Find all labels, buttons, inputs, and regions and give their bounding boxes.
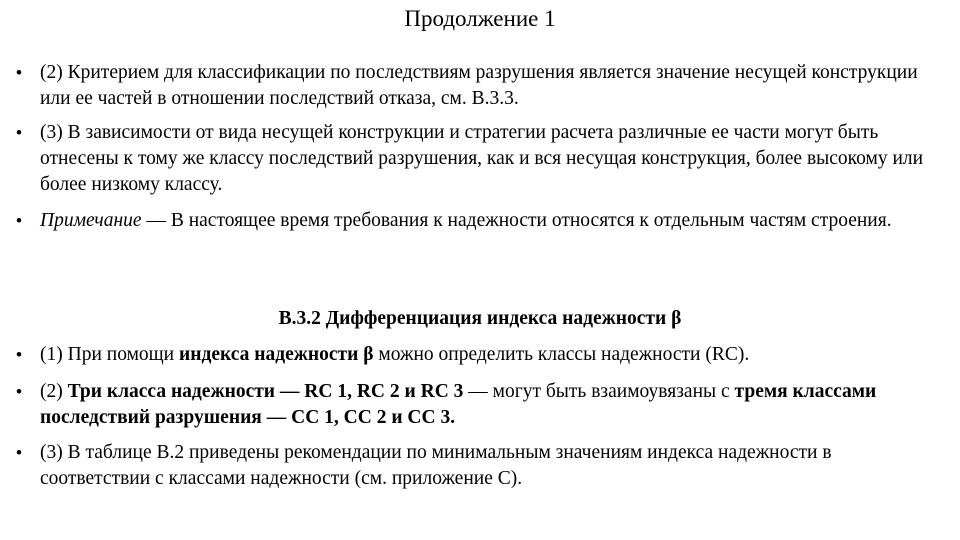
slide-title: Продолжение 1 bbox=[404, 6, 556, 31]
bullet-consequence-criterion bbox=[40, 60, 945, 112]
bullet-text: (3) В зависимости от вида несущей конструкции и стратегии расчета различные ее части могут быть отнесены к тому же классу последствий разрушения, как и вся несущая конструкция, более высокому или более низкому классу. bbox=[40, 122, 924, 195]
section-heading: В.3.2 Дифференциация индекса надежности β bbox=[278, 308, 682, 329]
bullet-bold-term: Три класса надежности — RC 1, RC 2 и RC 3 bbox=[67, 381, 464, 402]
bullet-table-recommendations bbox=[40, 440, 945, 492]
note-label: Примечание bbox=[40, 210, 142, 231]
bullet-text-part: можно определить классы надежности (RC). bbox=[373, 344, 750, 365]
bullet-bold-term: индекса надежности β bbox=[179, 344, 374, 365]
bullet-note bbox=[40, 208, 945, 234]
bullet-text-part: (2) bbox=[40, 381, 68, 402]
bullet-bold-term: тремя классами последствий разрушения — CC 1, CC 2 и CC 3. bbox=[40, 381, 877, 428]
bullet-text: (2) Критерием для классификации по последствиям разрушения является значение несущей конструкции или ее частей в отношении последствий отказа, см. В.3.3. bbox=[40, 62, 918, 109]
bullet-text-part: — могут быть взаимоувязаны с bbox=[463, 381, 735, 402]
bullet-structure-parts-class bbox=[40, 120, 945, 198]
bullet-three-classes bbox=[40, 379, 945, 431]
bullet-text-part: (1) При помощи bbox=[40, 344, 179, 365]
bullet-text: (3) В таблице В.2 приведены рекомендации по минимальным значениям индекса надежности в соответствии с классами надежности (см. приложение С). bbox=[40, 442, 832, 489]
bullet-reliability-index bbox=[40, 342, 945, 368]
bullet-text: — В настоящее время требования к надежности относятся к отдельным частям строения. bbox=[141, 210, 892, 231]
